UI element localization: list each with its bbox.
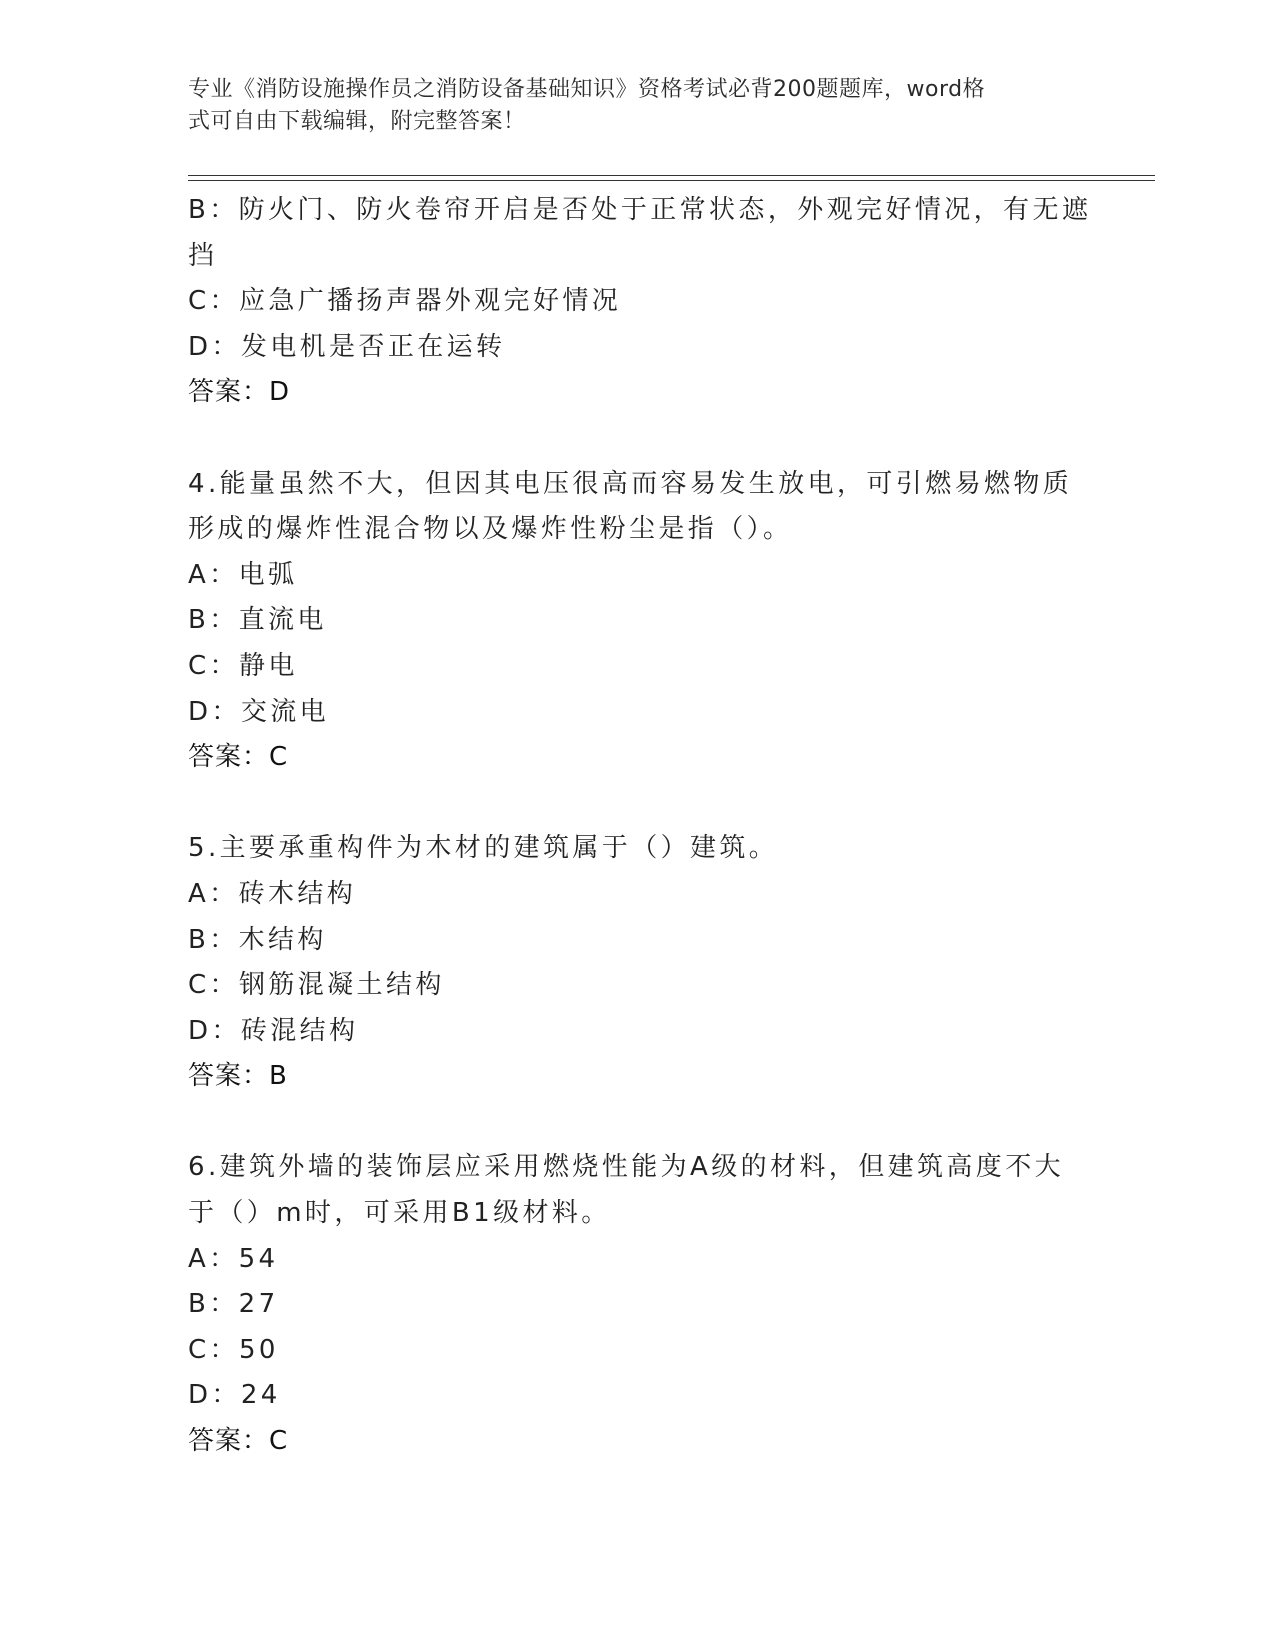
q6-option-b: B：27 xyxy=(188,1289,279,1320)
q3-answer: 答案：D xyxy=(188,377,291,408)
header-line-1: 专业《消防设施操作员之消防设备基础知识》资格考试必背200题题库，word格 xyxy=(188,77,986,102)
q6-option-c: C：50 xyxy=(188,1334,279,1365)
spacer xyxy=(188,781,1088,827)
q4-option-c: C：静电 xyxy=(188,650,298,681)
question-4 xyxy=(188,462,1088,781)
q6-answer: 答案：C xyxy=(188,1426,289,1457)
header-divider-bottom xyxy=(188,180,1155,181)
question-3-tail xyxy=(188,188,1092,416)
q5-option-c: C：钢筋混凝土结构 xyxy=(188,970,445,1001)
q4-answer: 答案：C xyxy=(188,742,289,773)
q3-option-b-line-2: 挡 xyxy=(188,240,218,271)
q5-option-a: A：砖木结构 xyxy=(188,878,357,909)
q5-stem-line-1: 5.主要承重构件为木材的建筑属于（）建筑。 xyxy=(188,833,779,864)
q4-option-b: B：直流电 xyxy=(188,605,327,636)
header-divider-top xyxy=(188,175,1155,176)
question-6 xyxy=(188,1145,1088,1464)
header-line-2: 式可自由下载编辑，附完整答案！ xyxy=(188,109,526,134)
q5-option-d: D：砖混结构 xyxy=(188,1015,359,1046)
q4-option-d: D：交流电 xyxy=(188,696,330,727)
q3-option-b-line-1: B：防火门、防火卷帘开启是否处于正常状态，外观完好情况，有无遮 xyxy=(188,195,1092,225)
q4-stem-line-1: 4.能量虽然不大，但因其电压很高而容易发生放电，可引燃易燃物质 xyxy=(188,468,1073,499)
q5-answer: 答案：B xyxy=(188,1061,288,1092)
q6-option-d: D：24 xyxy=(188,1380,281,1411)
q4-stem-line-2: 形成的爆炸性混合物以及爆炸性粉尘是指（）。 xyxy=(188,514,793,545)
q4-option-a: A：电弧 xyxy=(188,559,298,590)
spacer xyxy=(188,416,1088,462)
spacer xyxy=(188,1100,1088,1146)
question-list xyxy=(188,188,1092,1465)
q5-option-b: B：木结构 xyxy=(188,924,327,955)
q3-option-d: D：发电机是否正在运转 xyxy=(188,331,506,362)
q6-option-a: A：54 xyxy=(188,1243,279,1274)
q6-stem-line-2: 于（）m时，可采用B1级材料。 xyxy=(188,1198,611,1229)
q3-option-c: C：应急广播扬声器外观完好情况 xyxy=(188,286,622,317)
document-header xyxy=(188,74,1068,138)
q6-stem-line-1: 6.建筑外墙的装饰层应采用燃烧性能为A级的材料，但建筑高度不大 xyxy=(188,1152,1064,1183)
question-5 xyxy=(188,826,1088,1100)
